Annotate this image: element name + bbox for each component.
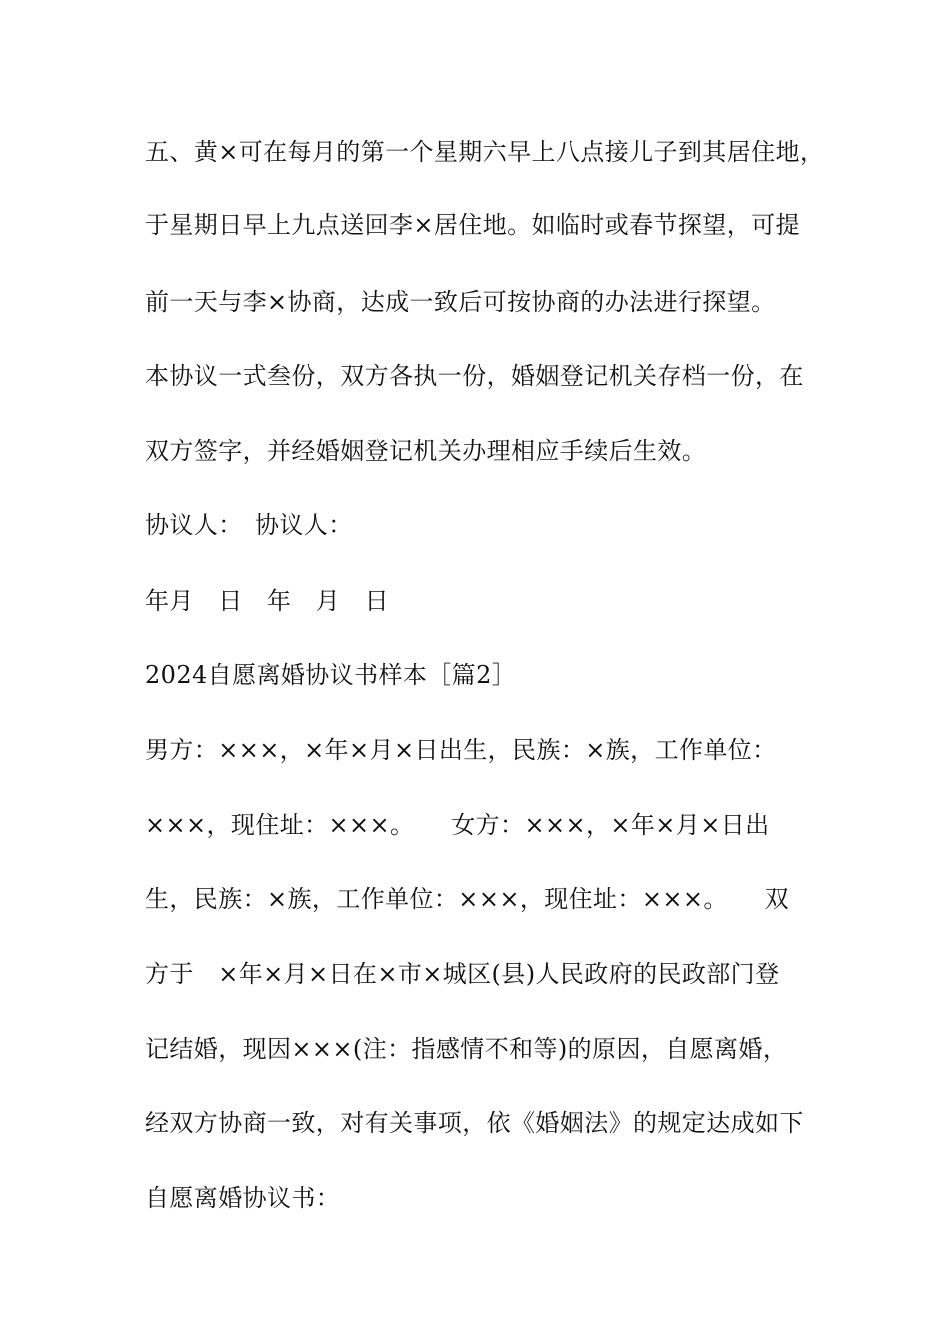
- text-line: 男方：×××，×年×月×日出生，民族：×族，工作单位：: [145, 736, 777, 764]
- signatories-line: 协议人： 协议人：: [145, 511, 353, 539]
- section-heading: 2024自愿离婚协议书样本［篇2］: [145, 661, 517, 689]
- text-line: 方于 ×年×月×日在×市×城区(县)人民政府的民政部门登: [145, 960, 780, 988]
- text-line: 双方签字，并经婚姻登记机关办理相应手续后生效。: [145, 437, 707, 465]
- date-line: 年月 日 年 月 日: [145, 587, 389, 615]
- text-line: 经双方协商一致，对有关事项，依《婚姻法》的规定达成如下: [145, 1109, 804, 1137]
- text-line: 记结婚，现因×××(注：指感情不和等)的原因，自愿离婚，: [145, 1035, 788, 1063]
- text-line: 前一天与李×协商，达成一致后可按协商的办法进行探望。: [145, 288, 776, 316]
- text-line: 于星期日早上九点送回李×居住地。如临时或春节探望，可提: [145, 211, 800, 239]
- text-line: ×××，现住址：×××。 女方：×××，×年×月×日出: [145, 811, 770, 839]
- text-line: 五、黄×可在每月的第一个星期六早上八点接儿子到其居住地，: [145, 138, 825, 166]
- text-line: 生，民族：×族，工作单位：×××，现住址：×××。 双: [145, 885, 789, 913]
- text-line: 自愿离婚协议书：: [145, 1184, 341, 1212]
- text-line: 本协议一式叁份，双方各执一份，婚姻登记机关存档一份，在: [145, 362, 804, 390]
